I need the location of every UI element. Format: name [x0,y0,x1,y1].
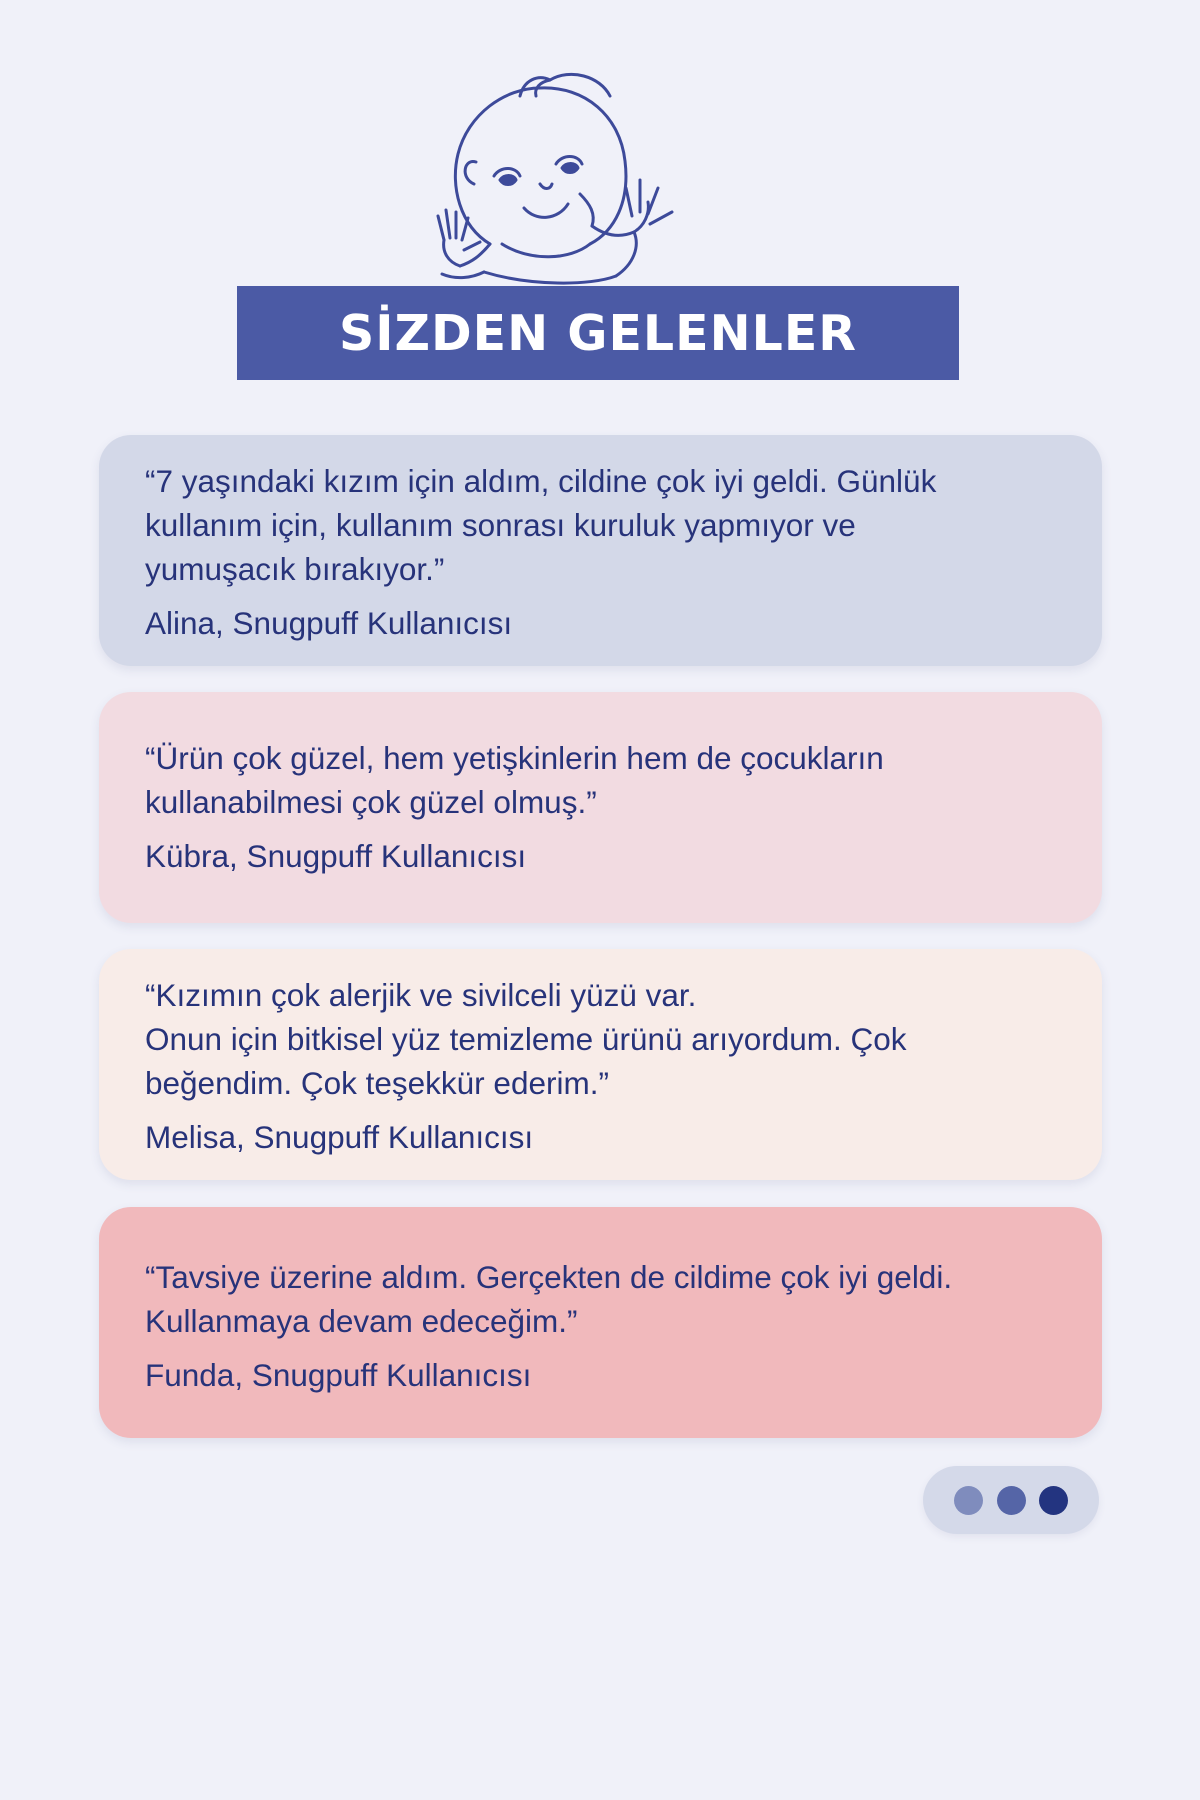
testimonial-card [99,692,1102,923]
testimonial-quote: “Ürün çok güzel, hem yetişkinlerin hem de çocukların kullanabilmesi çok güzel olmuş.” [145,740,884,820]
testimonial-author: Kübra, Snugpuff Kullanıcısı [145,838,527,874]
page-title: SİZDEN GELENLER [338,304,858,362]
testimonial-card [99,949,1102,1180]
testimonial-quote: “Kızımın çok alerjik ve sivilceli yüzü var. Onun için bitkisel yüz temizleme ürünü arıyordum. Çok beğendim. Çok teşekkür ederim.” [145,977,907,1101]
testimonial-card [99,1207,1102,1438]
section-title-banner [237,286,959,380]
testimonial-author: Melisa, Snugpuff Kullanıcısı [145,1119,534,1155]
more-pagination[interactable] [923,1466,1099,1534]
testimonial-quote: “7 yaşındaki kızım için aldım, cildine çok iyi geldi. Günlük kullanım için, kullanım sonrası kuruluk yapmıyor ve yumuşacık bırakıyor.” [145,463,937,587]
pager-dot[interactable] [997,1486,1026,1515]
testimonial-quote: “Tavsiye üzerine aldım. Gerçekten de cildime çok iyi geldi. Kullanmaya devam edeceğim.” [145,1259,953,1339]
baby-waving-icon [420,66,760,298]
testimonial-author: Funda, Snugpuff Kullanıcısı [145,1357,532,1393]
pager-dot[interactable] [1039,1486,1068,1515]
pager-dot[interactable] [954,1486,983,1515]
testimonial-author: Alina, Snugpuff Kullanıcısı [145,605,513,641]
testimonial-card [99,435,1102,666]
